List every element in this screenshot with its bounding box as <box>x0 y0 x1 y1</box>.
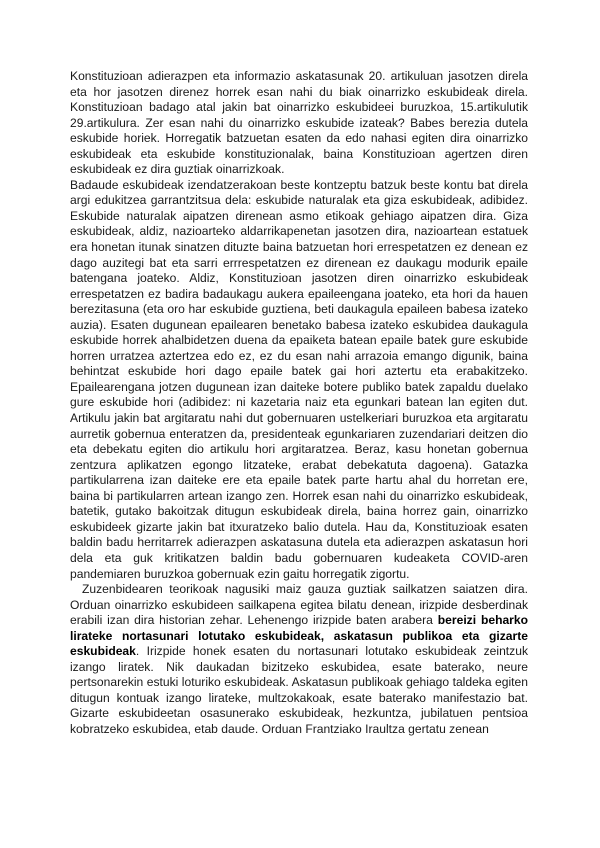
paragraph-2: Badaude eskubideak izendatzerakoan beste kontzeptu batzuk beste kontu bat direla argi edukitzea garrantzitsua dela: eskubide naturalak eta giza eskubideak, adibidez. Eskubide naturalak aipatzen direnean asmo etikoak gehiago aipatzen dira. Giza eskubideak, aldiz, nazioarteko aldarrikapenetan jasotzen dira, nazioartean estatuek era honetan itunak sinatzen dituzte baina batzuetan hori errespetatzen ez denean ez dago auzitegi bat eta sarri errrespetatzen ez direnean ez daukagu modurik epaile batengana joateko. Aldiz, Konstituzioan jasotzen diren oinarrizko eskubideak errespetatzen ez badira badaukagu aukera epaileengana joateko, eta hori da hauen berezitasuna (eta oro har eskubide guztiena, beti daukagula epaileen babesa izateko auzia). Esaten dugunean epailearen benetako babesa izateko eskubidea daukagula eskubide horrek ahalbidetzen duena da epaiketa batean epaile batek gure eskubide horren urratzea aztertzea edo ez, ez du esan nahi arrazoia emango digunik, baina behintzat eskubide hori dago epaile batek gai hori aztertu eta erabakitzeko. Epailearengana jotzen dugunean izan daiteke botere publiko batek zapaldu duelako gure eskubide hori (adibidez: ni kazetaria naiz eta egunkari batean lan egiten dut. Artikulu jakin bat argitaratu nahi dut gobernuaren ustelkeriari buruzkoa eta argitaratu aurretik gobernua enteratzen da, presidenteak egunkariaren zuzendariari deitzen dio eta debekatu egiten dio artikulu hori argitaratzea. Beraz, kasu honetan gobernua zentzura aplikatzen egongo litzateke, erabat debekatuta dagoena). Gatazka partikularrena izan daiteke ere eta epaile batek parte hartu ahal du horretan ere, baina bi partikularren artean izango zen. Horrek esan nahi du oinarrizko eskubideak, batetik, gutako bakoitzak ditugun eskubideak direla, baina horrez gain, oinarrizko eskubideek gizarte jakin bat itxuratzeko balio dutela. Hau da, Konstituzioak esaten baldin badu herritarrek adierazpen askatasuna dutela eta adierazpen askatasun hori dela eta guk kritikatzen baldin badu gobernuaren kudeaketa COVID-aren pandemiaren buruzkoa gobernuak ezin gaitu horregatik zigortu. <box>70 177 528 581</box>
paragraph-3-bold-text: bereizi beharko lirateke nortasunari lotutako eskubideak, askatasun publikoa eta gizarte eskubideak <box>70 613 528 659</box>
paragraph-3-text-after: . Irizpide honek esaten du nortasunari lotutako eskubideak zeintzuk izango liratek. Nik daukadan bizitzeko eskubidea, esate baterako, neure pertsonarekin estuki loturiko eskubideak. Askatasun publikoak gehiago taldeka egiten ditugun kontuak izango lirateke, multzokakoak, esate baterako manifestazio bat. Gizarte eskubideetan osasunerako eskubideak, hezkuntza, jubilatuen pentsioa kobratzeko eskubidea, etab daude. Orduan Frantziako Iraultza gertatu zenean <box>70 644 528 736</box>
paragraph-3 <box>70 582 528 737</box>
paragraph-3-text-before: Zuzenbidearen teorikoak nagusiki maiz gauza guztiak sailkatzen saiatzen dira. Orduan oinarrizko eskubideen sailkapena egitea bilatu denean, irizpide desberdinak erabili izan dira historian zehar. Lehenengo irizpide baten arabera <box>70 582 528 628</box>
paragraph-1: Konstituzioan adierazpen eta informazio askatasunak 20. artikuluan jasotzen direla eta hor jasotzen direnez horrek esan nahi du biak oinarrizko eskubideak direla. Konstituzioan badago atal jakin bat oinarrizko eskubideei buruzkoa, 15.artikulutik 29.artikulura. Zer esan nahi du oinarrizko eskubide izateak? Babes berezia dutela eskubide horiek. Horregatik batzuetan esaten da edo nahasi egiten dira oinarrizko eskubideak eta eskubide konstituzionalak, baina Konstituzioan agertzen diren eskubideak ez dira guztiak oinarrizkoak. <box>70 69 528 177</box>
document-page <box>70 69 528 738</box>
